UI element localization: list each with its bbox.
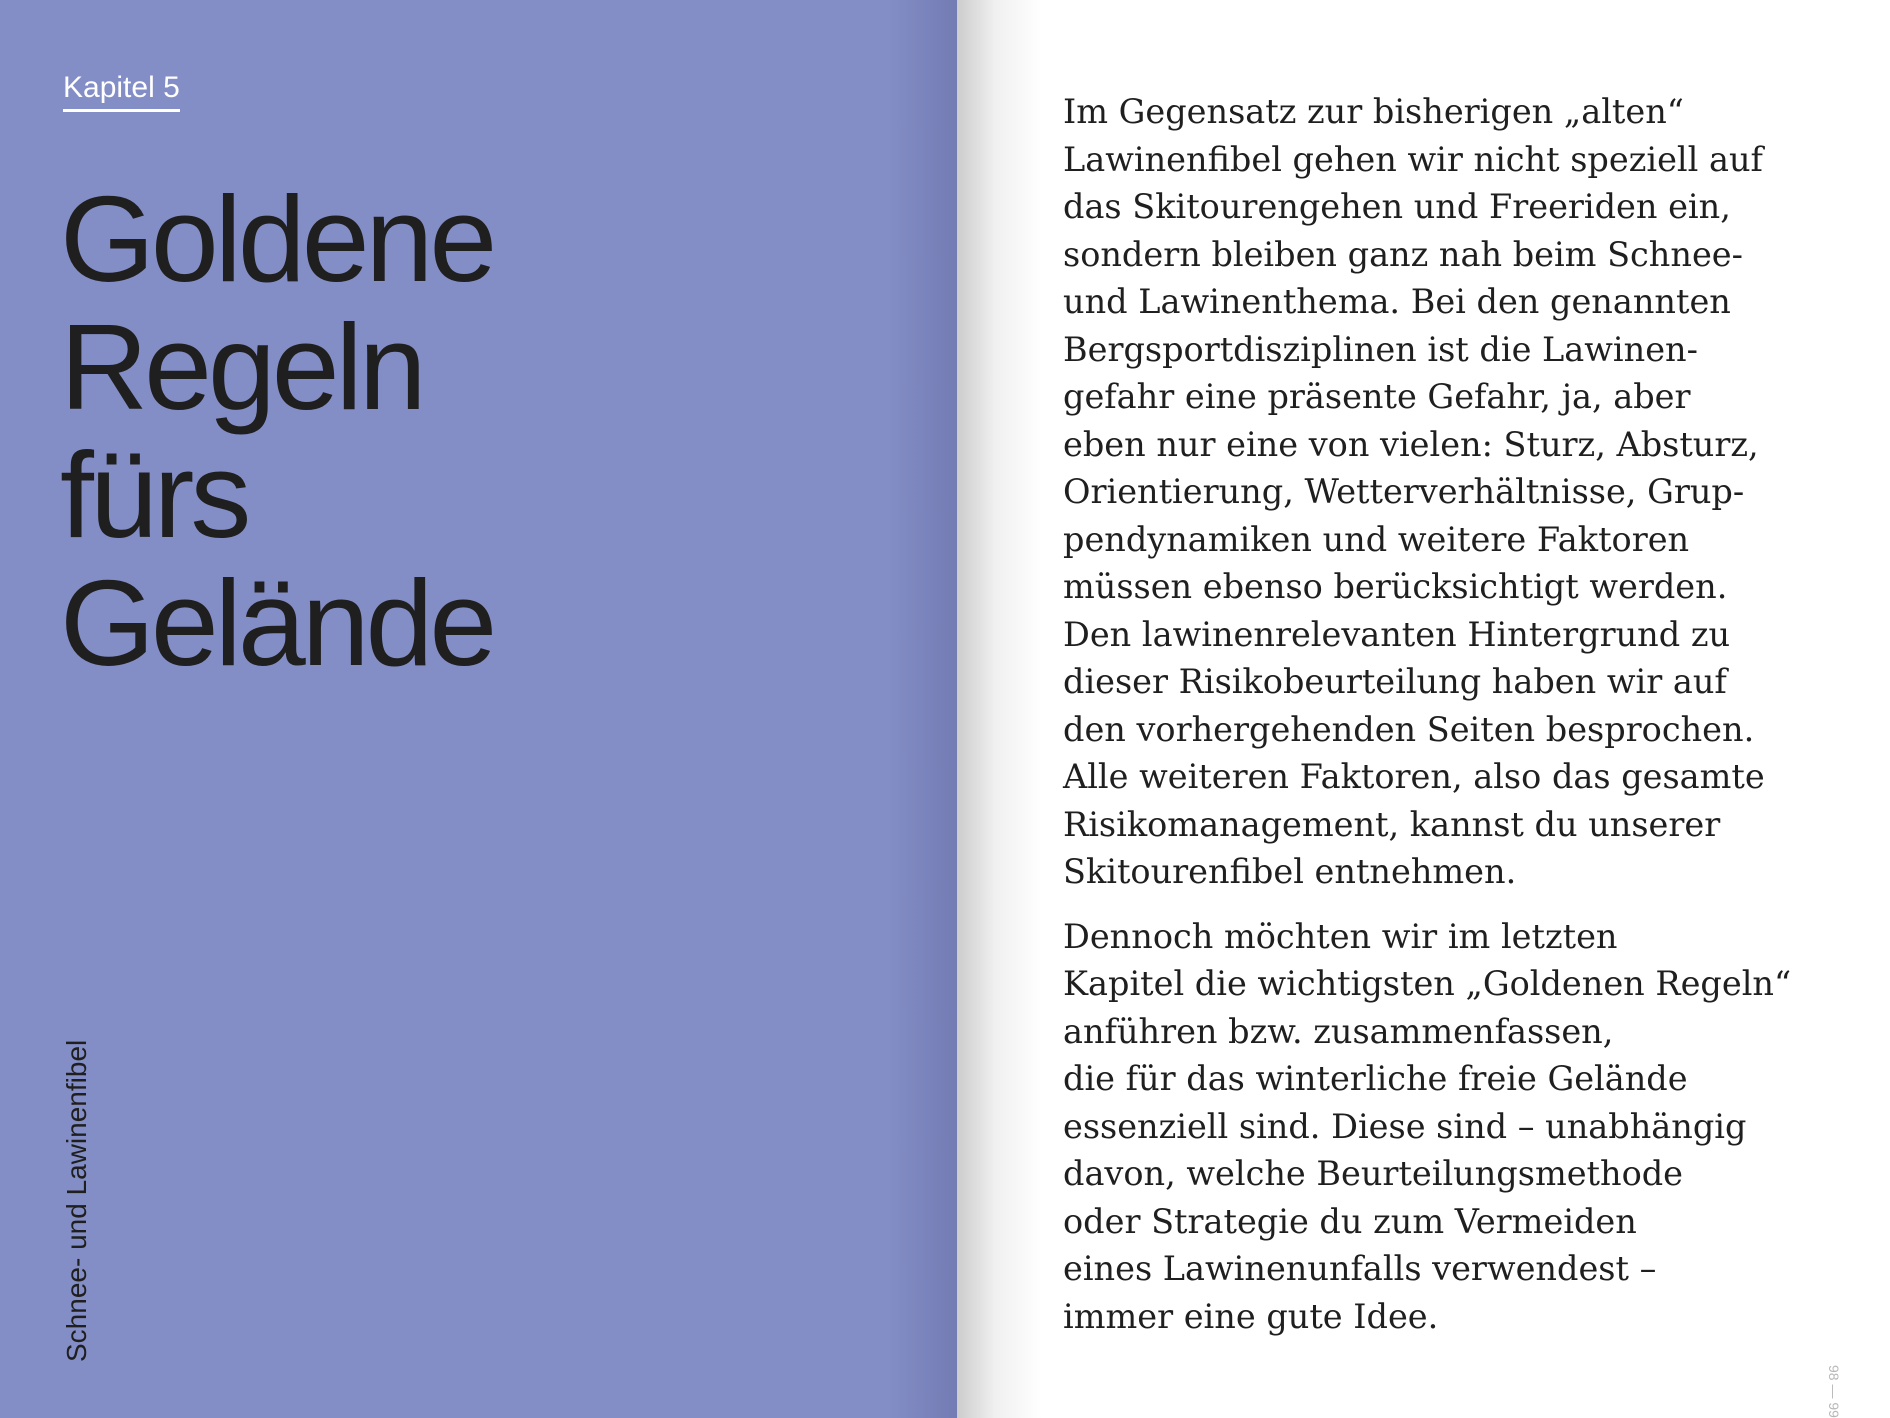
text-line: Bergsportdisziplinen ist die Lawinen- <box>1063 329 1698 369</box>
page-numbers: 98 — 99 <box>1826 1365 1842 1418</box>
text-line: anführen bzw. zusammenfassen, <box>1063 1011 1614 1051</box>
chapter-title-line: Gelände <box>60 555 494 691</box>
text-line: dieser Risikobeurteilung haben wir auf <box>1063 662 1727 701</box>
text-line: eben nur eine von vielen: Sturz, Absturz, <box>1063 424 1759 464</box>
text-line: Kapitel die wichtigsten „Goldenen Regeln“ <box>1063 964 1792 1003</box>
text-line: immer eine gute Idee. <box>1063 1296 1439 1336</box>
text-line: oder Strategie du zum Vermeiden <box>1063 1201 1637 1241</box>
text-line: Dennoch möchten wir im letzten <box>1063 916 1618 956</box>
text-line: gefahr eine präsente Gefahr, ja, aber <box>1063 377 1691 416</box>
book-title-vertical: Schnee- und Lawinenfibel <box>61 1039 92 1362</box>
chapter-title <box>60 171 494 691</box>
text-line: Alle weiteren Faktoren, also das gesamte <box>1063 757 1765 796</box>
text-line: essenziell sind. Diese sind – unabhängig <box>1063 1106 1747 1146</box>
chapter-title-line: Regeln <box>60 299 423 435</box>
text-line: Risikomanagement, kannst du unserer <box>1063 804 1721 844</box>
text-line: müssen ebenso berücksichtigt werden. <box>1063 567 1728 606</box>
paragraph <box>1063 88 1783 896</box>
text-line: Skitourenfibel entnehmen. <box>1063 852 1517 891</box>
body-text <box>1063 88 1792 1340</box>
text-line: eines Lawinenunfalls verwendest – <box>1063 1249 1657 1288</box>
text-line: pendynamiken und weitere Faktoren <box>1063 519 1690 559</box>
chapter-title-line: fürs <box>60 427 248 563</box>
text-line: Im Gegensatz zur bisherigen „alten“ <box>1063 92 1684 131</box>
chapter-title-line: Goldene <box>60 171 494 307</box>
chapter-label: Kapitel 5 <box>63 70 180 112</box>
text-line: das Skitourengehen und Freeriden ein, <box>1063 187 1731 226</box>
text-line: und Lawinenthema. Bei den genannten <box>1063 282 1731 321</box>
text-line: sondern bleiben ganz nah beim Schnee- <box>1063 234 1743 274</box>
paragraph <box>1063 913 1792 1341</box>
text-line: die für das winterliche freie Gelände <box>1063 1059 1688 1098</box>
text-line: Orientierung, Wetterverhältnisse, Grup- <box>1063 472 1745 511</box>
text-line: den vorhergehenden Seiten besprochen. <box>1063 709 1755 749</box>
text-line: Den lawinenrelevanten Hintergrund zu <box>1063 614 1731 654</box>
text-line: Lawinenfibel gehen wir nicht speziell auf <box>1063 139 1763 179</box>
text-line: davon, welche Beurteilungsmethode <box>1063 1154 1684 1193</box>
